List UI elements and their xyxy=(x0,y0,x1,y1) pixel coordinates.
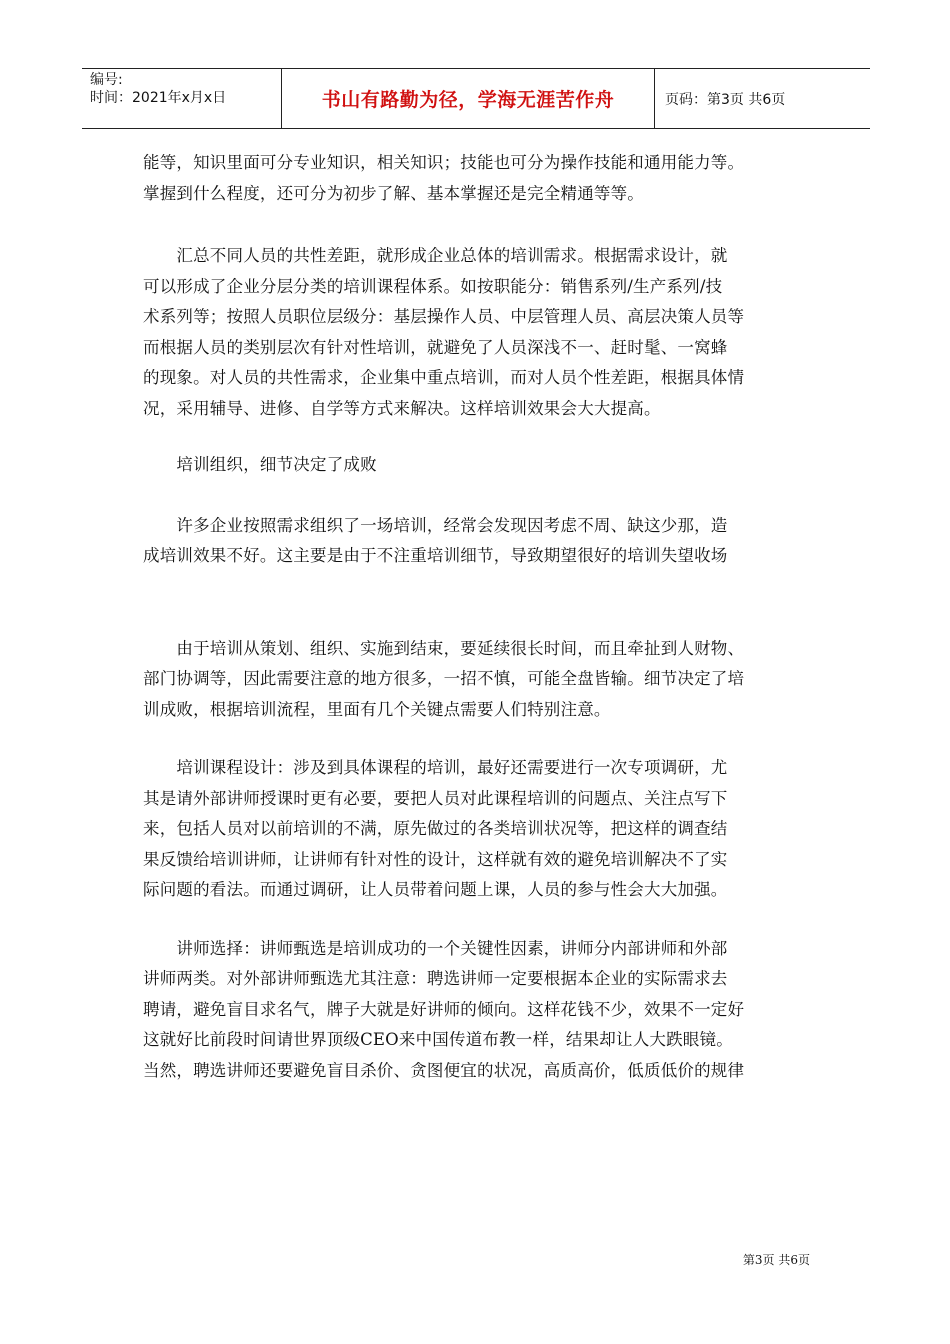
paragraph xyxy=(143,148,809,209)
text-line: 这就好比前段时间请世界顶级CEO来中国传道布教一样，结果却让人大跌眼镜。 xyxy=(143,1030,733,1049)
header-meta xyxy=(82,69,282,128)
text-line: 能等，知识里面可分专业知识，相关知识；技能也可分为操作技能和通用能力等。 xyxy=(143,153,745,172)
text-line: 讲师两类。对外部讲师甄选尤其注意：聘选讲师一定要根据本企业的实际需求去 xyxy=(143,969,728,988)
doc-time-label: 时间：2021年x月x日 xyxy=(90,90,227,106)
document-body xyxy=(143,148,809,1086)
page-footer: 第3页 共6页 xyxy=(742,1253,810,1267)
text-line: 培训课程设计：涉及到具体课程的培训，最好还需要进行一次专项调研，尤 xyxy=(143,758,728,777)
text-line: 部门协调等，因此需要注意的地方很多，一招不慎，可能全盘皆输。细节决定了培 xyxy=(143,669,745,688)
text-line: 而根据人员的类别层次有针对性培训，就避免了人员深浅不一、赶时髦、一窝蜂 xyxy=(143,337,728,357)
page-header xyxy=(82,68,870,129)
paragraph xyxy=(143,511,809,572)
header-motto: 书山有路勤为径，学海无涯苦作舟 xyxy=(282,69,655,128)
paragraph xyxy=(143,634,809,726)
text-line: 的现象。对人员的共性需求，企业集中重点培训，而对人员个性差距，根据具体情 xyxy=(143,368,745,387)
paragraph xyxy=(143,241,809,424)
text-line: 来，包括人员对以前培训的不满，原先做过的各类培训状况等，把这样的调查结 xyxy=(143,819,728,838)
text-line: 训成败，根据培训流程，里面有几个关键点需要人们特别注意。 xyxy=(143,699,611,719)
text-line: 果反馈给培训讲师，让讲师有针对性的设计，这样就有效的避免培训解决不了实 xyxy=(143,849,728,869)
text-line: 掌握到什么程度，还可分为初步了解、基本掌握还是完全精通等等。 xyxy=(143,183,644,203)
text-line: 聘请，避免盲目求名气，牌子大就是好讲师的倾向。这样花钱不少，效果不一定好 xyxy=(143,999,745,1019)
section-heading xyxy=(143,450,809,481)
text-line: 成培训效果不好。这主要是由于不注重培训细节，导致期望很好的培训失望收场 xyxy=(143,546,728,565)
text-line: 许多企业按照需求组织了一场培训，经常会发现因考虑不周、缺这少那，造 xyxy=(143,515,728,535)
text-line: 况，采用辅导、进修、自学等方式来解决。这样培训效果会大大提高。 xyxy=(143,398,661,418)
doc-number-label: 编号: xyxy=(90,72,123,88)
text-line: 培训组织，细节决定了成败 xyxy=(143,455,377,474)
text-line: 当然，聘选讲师还要避免盲目杀价、贪图便宜的状况，高质高价，低质低价的规律 xyxy=(143,1060,745,1080)
header-page-code: 页码：第3页 共6页 xyxy=(665,91,786,108)
text-line: 可以形成了企业分层分类的培训课程体系。如按职能分：销售系列/生产系列/技 xyxy=(143,276,723,296)
text-line: 讲师选择：讲师甄选是培训成功的一个关键性因素，讲师分内部讲师和外部 xyxy=(143,938,728,958)
paragraph xyxy=(143,753,809,906)
text-line: 由于培训从策划、组织、实施到结束，要延续很长时间，而且牵扯到人财物、 xyxy=(143,638,745,658)
text-line: 汇总不同人员的共性差距，就形成企业总体的培训需求。根据需求设计，就 xyxy=(143,246,728,265)
text-line: 际问题的看法。而通过调研，让人员带着问题上课，人员的参与性会大大加强。 xyxy=(143,880,728,899)
paragraph xyxy=(143,934,809,1087)
text-line: 术系列等；按照人员职位层级分：基层操作人员、中层管理人员、高层决策人员等 xyxy=(143,307,745,326)
text-line: 其是请外部讲师授课时更有必要，要把人员对此课程培训的问题点、关注点写下 xyxy=(143,788,728,808)
